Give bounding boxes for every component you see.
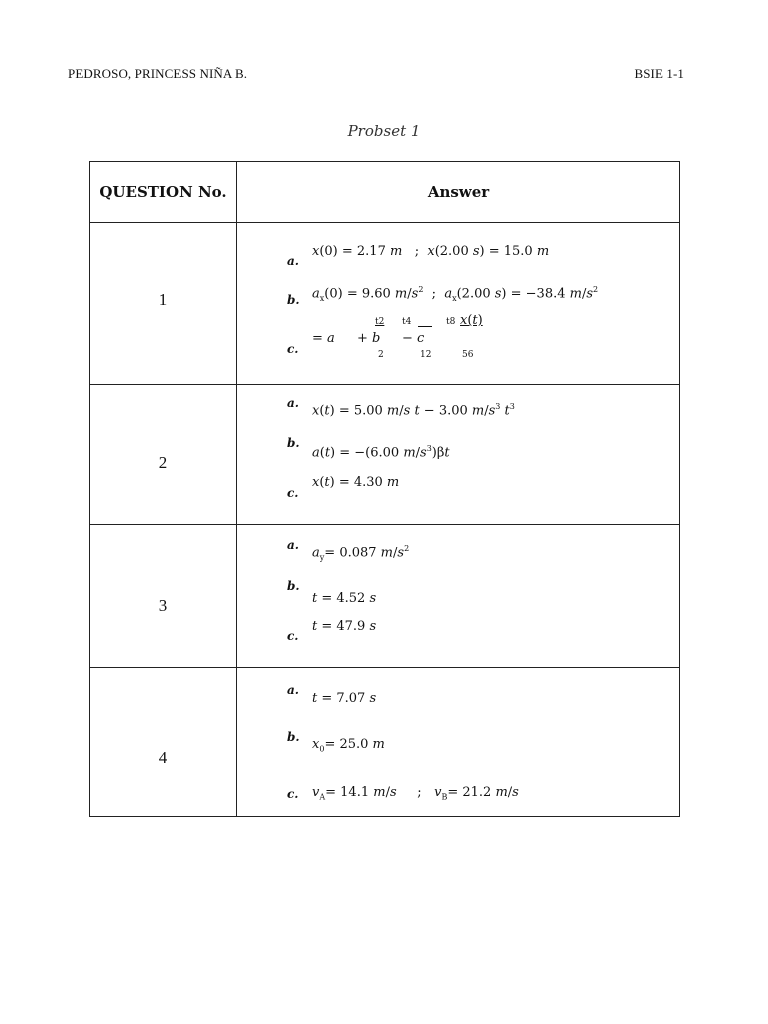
answer-1a-left: 𝑥(0) = 2.17 𝑚 [312, 244, 403, 259]
answer-1c-c: − 𝑐 [402, 331, 425, 346]
question-number: 3 [158, 596, 168, 615]
answer-label: b. [287, 730, 300, 744]
column-header-question: QUESTION No. [99, 183, 227, 201]
column-header-answer: Answer [427, 183, 490, 201]
answer-2b: 𝑎(𝑡) = −(6.00 𝑚/𝑠$^3$)β𝑡 [312, 444, 450, 461]
answer-4a: 𝑡 = 7.07 𝑠 [312, 691, 377, 706]
section-label: BSIE 1-1 [634, 66, 684, 81]
fraction-numerator: t2 [375, 317, 385, 327]
answer-label: c. [287, 787, 299, 801]
answer-label: a. [287, 254, 299, 268]
answer-3a: 𝑎$_y$= 0.087 𝑚/𝑠$^2$ [312, 544, 410, 562]
answer-label: a. [287, 396, 299, 410]
answer-label: a. [287, 538, 299, 552]
answer-4c: 𝑣$_A$= 14.1 𝑚/𝑠 ; 𝑣$_B$= 21.2 𝑚/𝑠 [312, 785, 519, 802]
row-divider [90, 222, 679, 223]
separator: ; [414, 244, 420, 259]
answer-2a: 𝑥(𝑡) = 5.00 𝑚/𝑠 𝑡 − 3.00 𝑚/𝑠$^3$ 𝑡$^3$ [312, 402, 515, 419]
fraction-denominator: 2 [378, 350, 384, 360]
fraction-denominator: 12 [420, 350, 432, 360]
answer-4b: 𝑥$_0$= 25.0 𝑚 [312, 737, 385, 754]
question-number: 1 [158, 290, 168, 309]
answer-1c-main: = 𝑎 [312, 331, 335, 346]
x-of-t: 𝑥(𝑡) [460, 313, 483, 328]
answer-table [89, 161, 680, 817]
answer-label: c. [287, 342, 299, 356]
fraction-bar [418, 315, 432, 327]
answer-label: c. [287, 629, 299, 643]
answer-label: b. [287, 293, 300, 307]
student-name: PEDROSO, PRINCESS NIÑA B. [68, 66, 248, 81]
row-divider [90, 524, 679, 525]
document-title: Probset 1 [347, 122, 421, 140]
answer-label: b. [287, 579, 300, 593]
fraction-denominator: 56 [462, 350, 474, 360]
answer-1c-b: + 𝑏 [357, 331, 381, 346]
answer-label: c. [287, 486, 299, 500]
answer-1b: 𝑎$_x$(0) = 9.60 𝑚/𝑠$^2$ ; 𝑎$_x$(2.00 𝑠) = −38.4 𝑚/𝑠$^2$ [312, 285, 599, 303]
answer-2c: 𝑥(𝑡) = 4.30 𝑚 [312, 475, 400, 490]
question-number: 4 [158, 748, 168, 767]
answer-1a [312, 244, 549, 259]
fraction-numerator: t4 [402, 317, 412, 327]
row-divider [90, 667, 679, 668]
answer-label: b. [287, 436, 300, 450]
column-divider [236, 162, 237, 816]
answer-1a-right: 𝑥(2.00 𝑠) = 15.0 𝑚 [427, 244, 550, 259]
answer-3b: 𝑡 = 4.52 𝑠 [312, 591, 377, 606]
question-number: 2 [158, 453, 168, 472]
answer-3c: 𝑡 = 47.9 𝑠 [312, 619, 377, 634]
answer-label: a. [287, 683, 299, 697]
fraction-numerator: t8 [446, 317, 456, 327]
row-divider [90, 384, 679, 385]
